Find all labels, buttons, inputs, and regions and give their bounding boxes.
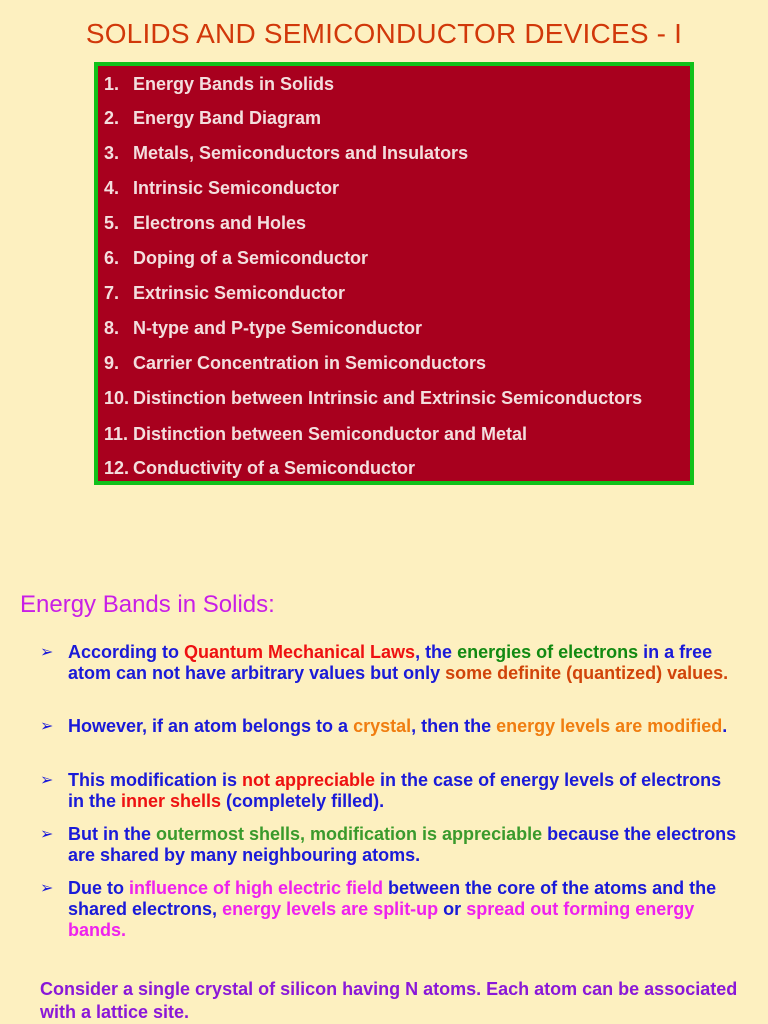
bullet-text — [68, 770, 738, 812]
toc-item-label: Distinction between Semiconductor and Metal — [133, 424, 528, 444]
bullet-text-run: But in the — [68, 824, 156, 844]
toc-item-label: Extrinsic Semiconductor — [133, 283, 346, 303]
bullet-text-run: crystal — [353, 716, 412, 736]
bullet-text-run: , then the — [411, 716, 497, 736]
bullet-text-run: , the — [415, 642, 458, 662]
bullet-text — [68, 878, 738, 941]
toc-item — [104, 72, 334, 96]
toc-item-label: Doping of a Semiconductor — [133, 248, 369, 268]
bullet-text-run: . — [722, 716, 728, 736]
bullet-text-run: spread out forming energy bands. — [68, 899, 695, 940]
toc-item — [104, 422, 527, 446]
toc-item-number: 8. — [104, 318, 120, 338]
toc-item-number: 6. — [104, 248, 120, 268]
toc-item — [104, 176, 339, 200]
toc-item-label: Energy Band Diagram — [133, 108, 322, 128]
bullet-text — [68, 716, 738, 737]
table-of-contents — [94, 62, 694, 485]
page-title: SOLIDS AND SEMICONDUCTOR DEVICES - I — [85, 18, 683, 49]
bullet-text-run: or — [438, 899, 467, 919]
toc-item — [104, 316, 422, 340]
bullet-text-run: This modification is — [68, 770, 243, 790]
toc-item-number: 10. — [104, 388, 130, 408]
arrowhead-bullet-icon: ➢ — [40, 826, 54, 843]
toc-item-label: Conductivity of a Semiconductor — [133, 458, 416, 478]
bullet-text-run: in the case of energy levels of electrons in the — [68, 770, 722, 811]
toc-item-number: 4. — [104, 178, 120, 198]
toc-item-label: N-type and P-type Semiconductor — [133, 318, 423, 338]
toc-item — [104, 141, 468, 165]
bullet-text-run: energy levels are split-up — [222, 899, 439, 919]
arrowhead-bullet-icon: ➢ — [40, 772, 54, 789]
bullet-text-run: in a free atom can not have arbitrary values but only — [68, 642, 713, 683]
bullet-text-run: some definite (quantized) values. — [445, 663, 729, 683]
footer-text: Consider a single crystal of silicon having N atoms. Each atom can be associated with a lattice site. — [40, 979, 738, 1022]
arrowhead-bullet-icon: ➢ — [40, 880, 54, 897]
bullet-text — [68, 824, 738, 866]
toc-item-number: 5. — [104, 213, 120, 233]
bullet-text-run: However, if an atom belongs to a — [68, 716, 354, 736]
bullet-text-run: Quantum Mechanical Laws — [184, 642, 416, 662]
toc-item-number: 7. — [104, 283, 120, 303]
bullet-text-run: inner shells — [121, 791, 222, 811]
arrowhead-bullet-icon: ➢ — [40, 644, 54, 661]
toc-item-label: Intrinsic Semiconductor — [133, 178, 340, 198]
bullet-text-run: not appreciable — [242, 770, 376, 790]
bullet-text — [68, 642, 738, 684]
bullet-text-run: According to — [68, 642, 184, 662]
bullet-text-run: between the core of the atoms and the shared electrons, — [68, 878, 717, 919]
toc-item — [104, 281, 345, 305]
bullet-text-run: Due to — [68, 878, 129, 898]
toc-item — [104, 106, 321, 130]
toc-item — [104, 456, 415, 480]
bullet-text-run: energies of electrons — [457, 642, 639, 662]
bullet-text-run: outermost shells, modification is appreciable — [156, 824, 543, 844]
toc-item-label: Carrier Concentration in Semiconductors — [133, 353, 487, 373]
toc-item-number: 9. — [104, 353, 120, 373]
toc-item-number: 2. — [104, 108, 120, 128]
toc-item — [104, 351, 486, 375]
toc-item-number: 11. — [104, 424, 129, 444]
bullet-text-run: (completely filled). — [221, 791, 385, 811]
arrowhead-bullet-icon: ➢ — [40, 718, 54, 735]
toc-item-label: Energy Bands in Solids — [133, 74, 335, 94]
toc-item — [104, 246, 368, 270]
bullet-text-run: energy levels are modified — [496, 716, 723, 736]
toc-item-number: 1. — [104, 74, 120, 94]
toc-item — [104, 386, 642, 410]
toc-item-label: Metals, Semiconductors and Insulators — [133, 143, 469, 163]
toc-item-label: Distinction between Intrinsic and Extrinsic Semiconductors — [133, 388, 643, 408]
section-heading: Energy Bands in Solids: — [20, 591, 275, 618]
toc-item-label: Electrons and Holes — [133, 213, 307, 233]
toc-item-number: 3. — [104, 143, 120, 163]
toc-item — [104, 211, 306, 235]
toc-item-number: 12. — [104, 458, 130, 478]
bullet-text-run: influence of high electric field — [129, 878, 384, 898]
bullet-text-run: because the electrons are shared by many neighbouring atoms. — [68, 824, 737, 865]
